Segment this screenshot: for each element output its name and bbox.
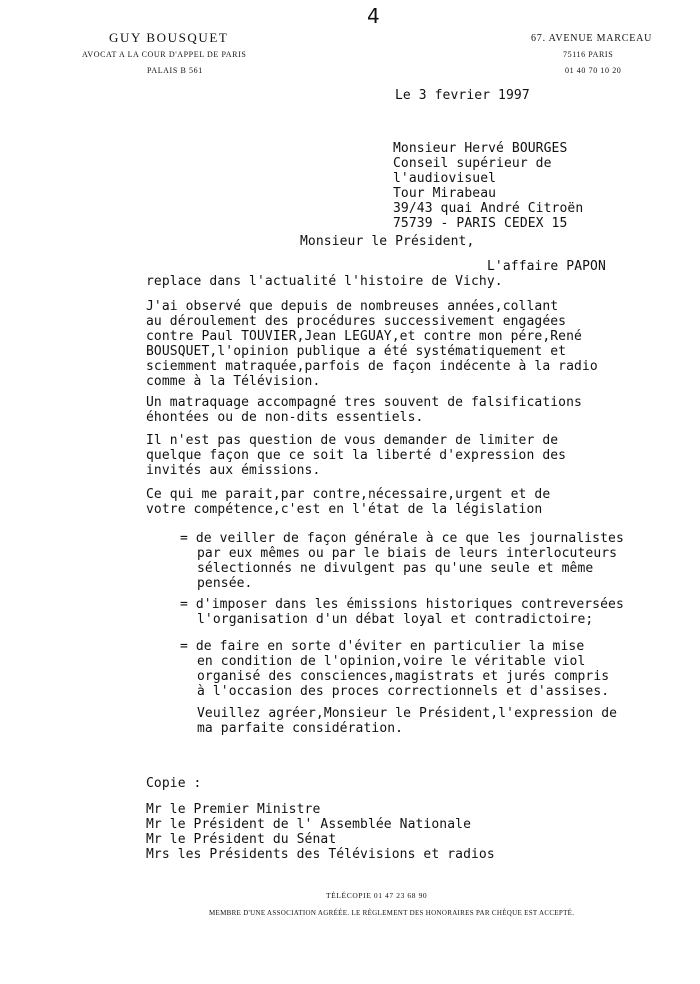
text-line: J'ai observé que depuis de nombreuses années,collant <box>146 299 559 314</box>
recipient-line: 39/43 quai André Citroën <box>393 201 584 216</box>
salutation: Monsieur le Président, <box>300 234 475 249</box>
letterhead-phone: 01 40 70 10 20 <box>565 66 622 75</box>
text-line: votre compétence,c'est en l'état de la législation <box>146 502 543 517</box>
recipient-line: Monsieur Hervé BOURGES <box>393 141 568 156</box>
recipient-line: 75739 - PARIS CEDEX 15 <box>393 216 568 231</box>
recipient-line: Tour Mirabeau <box>393 186 497 201</box>
copy-recipient: Mr le Premier Ministre <box>146 802 321 817</box>
text-line: pensée. <box>197 576 253 591</box>
text-line: l'organisation d'un débat loyal et contradictoire; <box>197 612 594 627</box>
letterhead-name: GUY BOUSQUET <box>109 30 229 45</box>
text-line: = de faire en sorte d'éviter en particulier la mise <box>180 639 585 654</box>
text-line: Ce qui me parait,par contre,nécessaire,urgent et de <box>146 487 551 502</box>
letter-date: Le 3 fevrier 1997 <box>395 88 530 103</box>
text-line: Il n'est pas question de vous demander de limiter de <box>146 433 559 448</box>
copy-recipient: Mr le Président du Sénat <box>146 832 337 847</box>
handwritten-page-number: 4 <box>367 4 380 28</box>
body-paragraph-3 <box>146 433 566 478</box>
letterhead-city: 75116 PARIS <box>563 50 614 59</box>
closing-paragraph <box>197 706 617 736</box>
text-line: en condition de l'opinion,voire le véritable viol <box>197 654 586 669</box>
footer-notice: MEMBRE D'UNE ASSOCIATION AGRÉÉE. LE RÈGLEMENT DES HONORAIRES PAR CHÈQUE EST ACCEPTÉ. <box>209 909 575 917</box>
body-paragraph-4 <box>146 487 550 517</box>
bullet-item-1 <box>180 531 624 591</box>
text-line: sciemment matraquée,parfois de façon indécente à la radio <box>146 359 598 374</box>
text-line: à l'occasion des proces correctionnels et d'assises. <box>197 684 610 699</box>
text-line: comme à la Télévision. <box>146 374 321 389</box>
copie-label: Copie : <box>146 776 202 791</box>
text-line: Veuillez agréer,Monsieur le Président,l'expression de <box>197 706 618 721</box>
text-line: BOUSQUET,l'opinion publique a été systématiquement et <box>146 344 567 359</box>
text-line: au déroulement des procédures successivement engagées <box>146 314 567 329</box>
copy-recipient: Mrs les Présidents des Télévisions et radios <box>146 847 495 862</box>
copy-recipient: Mr le Président de l' Assemblée Nationale <box>146 817 471 832</box>
text-line: = de veiller de façon générale à ce que les journalistes <box>180 531 624 546</box>
footer-telecopie: TÉLÉCOPIE 01 47 23 68 90 <box>326 891 428 900</box>
recipient-line: Conseil supérieur de <box>393 156 552 171</box>
body-paragraph-2 <box>146 395 582 425</box>
intro-line-1: L'affaire PAPON <box>487 259 606 274</box>
body-paragraph-1 <box>146 299 598 389</box>
text-line: quelque façon que ce soit la liberté d'expression des <box>146 448 567 463</box>
intro-line-2: replace dans l'actualité l'histoire de Vichy. <box>146 274 503 289</box>
recipient-address <box>393 141 583 231</box>
text-line: sélectionnés ne divulgent pas qu'une seule et même <box>197 561 594 576</box>
letterhead-street: 67. AVENUE MARCEAU <box>531 33 653 44</box>
copies-list <box>146 802 495 862</box>
letterhead-palais: PALAIS B 561 <box>147 66 203 75</box>
text-line: par eux mêmes ou par le biais de leurs interlocuteurs <box>197 546 618 561</box>
text-line: organisé des consciences,magistrats et jurés compris <box>197 669 610 684</box>
text-line: = d'imposer dans les émissions historiques contreversées <box>180 597 624 612</box>
text-line: Un matraquage accompagné tres souvent de falsifications <box>146 395 582 410</box>
text-line: contre Paul TOUVIER,Jean LEGUAY,et contre mon pére,René <box>146 329 582 344</box>
letterhead-title: AVOCAT A LA COUR D'APPEL DE PARIS <box>82 50 247 59</box>
text-line: éhontées ou de non-dits essentiels. <box>146 410 424 425</box>
bullet-item-2 <box>180 597 624 627</box>
text-line: invités aux émissions. <box>146 463 321 478</box>
recipient-line: l'audiovisuel <box>393 171 497 186</box>
bullet-item-3 <box>180 639 609 699</box>
text-line: ma parfaite considération. <box>197 721 404 736</box>
